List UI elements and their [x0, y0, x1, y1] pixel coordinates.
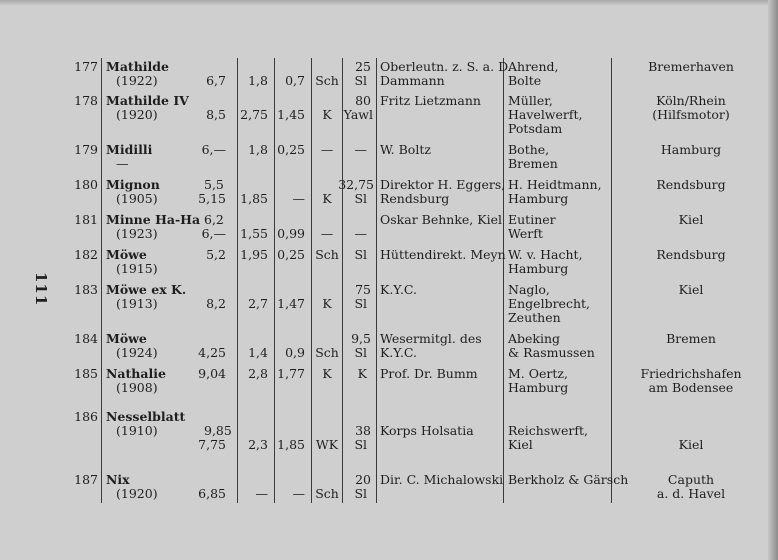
column-rule	[611, 58, 612, 503]
column-rule	[311, 58, 312, 503]
home-port: Caputh a. d. Havel	[656, 472, 726, 501]
home-port: Kiel	[678, 282, 704, 297]
rig-type: K	[357, 366, 367, 381]
builder: Abeking & Rasmussen	[508, 331, 595, 360]
owner: Fritz Lietzmann	[380, 93, 481, 108]
length-value: 8,5	[206, 107, 226, 122]
sail-area: 80	[355, 93, 371, 108]
entry-number: 179	[74, 142, 98, 157]
yacht-name: Nix (1920)	[106, 472, 158, 501]
owner: Korps Holsatia	[380, 423, 474, 438]
builder: Reichswerft, Kiel	[508, 423, 588, 452]
rig-type: Sl	[354, 437, 367, 452]
length-value: 5,5	[204, 177, 224, 192]
entry-number: 186	[74, 409, 98, 424]
beam-value: 1,4	[248, 345, 268, 360]
builder: Berkholz & Gärsch	[508, 472, 629, 487]
rig-type: Sl	[354, 345, 367, 360]
column-rule	[101, 58, 102, 503]
owner: Direktor H. Eggers, Rendsburg	[380, 177, 506, 206]
sail-area: —	[354, 142, 367, 157]
owner: Wesermitgl. des K.Y.C.	[380, 331, 482, 360]
beam-value: 1,55	[240, 226, 268, 241]
hull-type: Sch	[315, 73, 339, 88]
sail-area: 75	[355, 282, 371, 297]
home-port: Kiel	[678, 212, 704, 227]
beam-value: 2,7	[248, 296, 268, 311]
rig-type: Sl	[354, 486, 367, 501]
draft-value: 1,77	[277, 366, 305, 381]
column-rule	[274, 58, 275, 503]
builder: Naglo, Engelbrecht, Zeuthen	[508, 282, 590, 325]
length-value: 9,04	[198, 366, 226, 381]
rig-type: Sl	[354, 247, 367, 262]
draft-value: 0,25	[277, 247, 305, 262]
draft-value: 0,9	[285, 345, 305, 360]
hull-type: K	[322, 296, 332, 311]
yacht-name: Möwe (1915)	[106, 247, 158, 276]
rig-type: Sl	[354, 191, 367, 206]
rig-type: Sl	[354, 296, 367, 311]
column-rule	[503, 58, 504, 503]
entry-number: 183	[74, 282, 98, 297]
hull-type: K	[322, 107, 332, 122]
home-port: Rendsburg	[656, 177, 726, 192]
entry-number: 182	[74, 247, 98, 262]
builder: Bothe, Bremen	[508, 142, 558, 171]
length-value: 6,2	[204, 212, 224, 227]
yacht-name: Nathalie (1908)	[106, 366, 166, 395]
draft-value: 0,7	[285, 73, 305, 88]
length-value: 6,85	[198, 486, 226, 501]
owner: Hüttendirekt. Meyn	[380, 247, 506, 262]
entry-number: 187	[74, 472, 98, 487]
home-port: Kiel	[678, 437, 704, 452]
draft-value: 0,25	[277, 142, 305, 157]
draft-value: 1,85	[277, 437, 305, 452]
beam-value: —	[255, 486, 268, 501]
hull-type: K	[322, 366, 332, 381]
entry-number: 181	[74, 212, 98, 227]
yacht-name: Mignon (1905)	[106, 177, 160, 206]
beam-value: 1,95	[240, 247, 268, 262]
yacht-name: Möwe (1924)	[106, 331, 158, 360]
length-value: 6,—	[201, 142, 226, 157]
owner: Oskar Behnke, Kiel	[380, 212, 502, 227]
builder: Eutiner Werft	[508, 212, 556, 241]
page-top-edge	[0, 0, 778, 6]
length-value: 5,2	[206, 247, 226, 262]
home-port: Rendsburg	[656, 247, 726, 262]
home-port: Köln/Rhein (Hilfsmotor)	[652, 93, 730, 122]
draft-value: —	[292, 486, 305, 501]
sail-area: 20	[355, 472, 371, 487]
sail-area: 38	[355, 423, 371, 438]
sail-area: 25	[355, 59, 371, 74]
length-value: 4,25	[198, 345, 226, 360]
yacht-name: Mathilde IV (1920)	[106, 93, 189, 122]
draft-value: 0,99	[277, 226, 305, 241]
draft-value: 1,47	[277, 296, 305, 311]
entry-number: 177	[74, 59, 98, 74]
builder: Müller, Havelwerft, Potsdam	[508, 93, 583, 136]
hull-type: Sch	[315, 345, 339, 360]
rig-type: Sl	[354, 73, 367, 88]
entry-number: 184	[74, 331, 98, 346]
beam-value: 2,3	[248, 437, 268, 452]
yacht-name: Möwe ex K. (1913)	[106, 282, 187, 311]
builder: M. Oertz, Hamburg	[508, 366, 569, 395]
builder: Ahrend, Bolte	[508, 59, 559, 88]
entry-number: 178	[74, 93, 98, 108]
home-port: Friedrichshafen am Bodensee	[640, 366, 742, 395]
hull-type: Sch	[315, 247, 339, 262]
length-value-2: 5,15	[198, 191, 226, 206]
builder: H. Heidtmann, Hamburg	[508, 177, 602, 206]
hull-type: —	[320, 226, 334, 241]
home-port: Bremen	[666, 331, 716, 346]
hull-type: WK	[315, 437, 339, 452]
beam-value: 1,8	[248, 73, 268, 88]
owner: Dir. C. Michalowski	[380, 472, 504, 487]
draft-value: 1,45	[277, 107, 305, 122]
owner: W. Boltz	[380, 142, 431, 157]
builder: W. v. Hacht, Hamburg	[508, 247, 583, 276]
hull-type: —	[320, 142, 334, 157]
sail-area: 9,5	[351, 331, 371, 346]
length-value: 9,85	[204, 423, 232, 438]
length-value-2: 7,75	[198, 437, 226, 452]
sail-area: —	[354, 226, 367, 241]
length-value: 6,7	[206, 73, 226, 88]
yacht-name: Midilli —	[106, 142, 153, 171]
yacht-name: Nesselblatt (1910)	[106, 409, 186, 438]
yacht-name: Minne Ha-Ha (1923)	[106, 212, 201, 241]
column-rule	[237, 58, 238, 503]
entry-number: 180	[74, 177, 98, 192]
beam-value: 2,8	[248, 366, 268, 381]
owner: Prof. Dr. Bumm	[380, 366, 478, 381]
length-value-2: 6,—	[201, 226, 226, 241]
page-number: 111	[32, 272, 50, 307]
beam-value: 1,85	[240, 191, 268, 206]
beam-value: 1,8	[248, 142, 268, 157]
home-port: Hamburg	[660, 142, 722, 157]
home-port: Bremerhaven	[648, 59, 734, 74]
length-value: 8,2	[206, 296, 226, 311]
beam-value: 2,75	[240, 107, 268, 122]
hull-type: Sch	[315, 486, 339, 501]
owner: K.Y.C.	[380, 282, 418, 297]
rig-type: Yawl	[343, 107, 373, 122]
column-rule	[376, 58, 377, 503]
hull-type: K	[322, 191, 332, 206]
yacht-name: Mathilde (1922)	[106, 59, 169, 88]
draft-value: —	[292, 191, 305, 206]
sail-area: 32,75	[338, 177, 374, 192]
owner: Oberleutn. z. S. a. D. Dammann	[380, 59, 512, 88]
entry-number: 185	[74, 366, 98, 381]
